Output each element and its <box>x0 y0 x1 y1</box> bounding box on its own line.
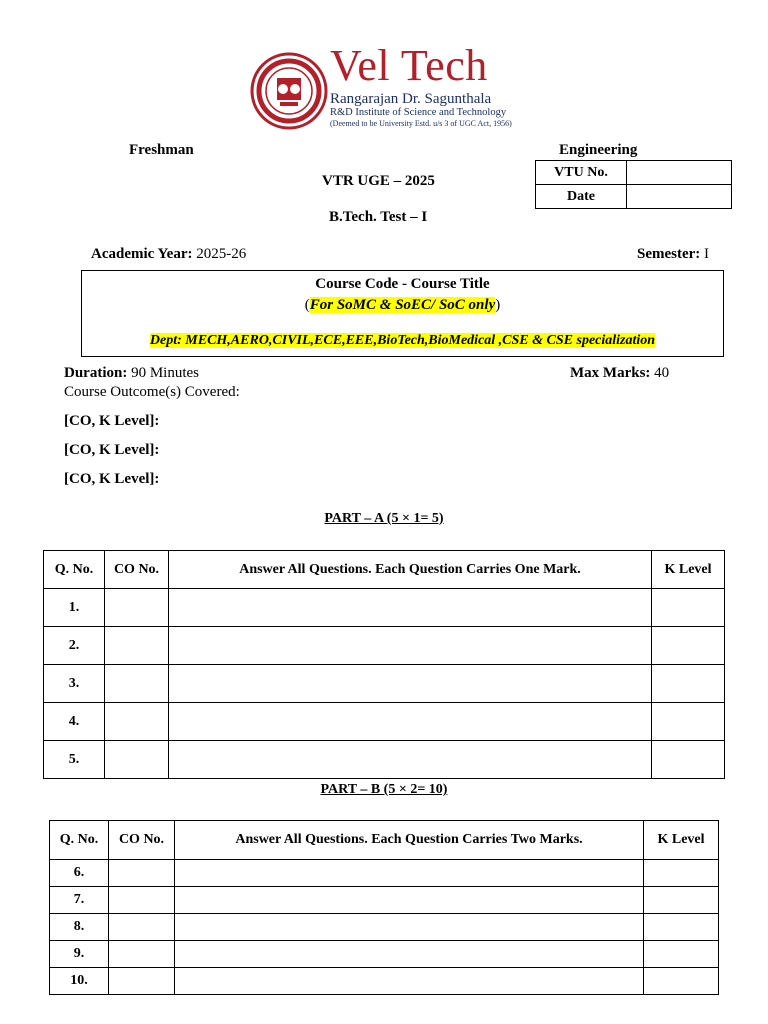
part-b-header-klevel: K Level <box>644 821 719 860</box>
klevel-cell[interactable] <box>644 887 719 914</box>
table-row <box>44 665 725 703</box>
logo-line-1: Rangarajan Dr. Sagunthala <box>330 91 492 107</box>
part-a-header-qno: Q. No. <box>44 551 105 589</box>
klevel-cell[interactable] <box>644 914 719 941</box>
klevel-cell[interactable] <box>644 860 719 887</box>
academic-year-label: Academic Year: <box>91 246 193 262</box>
vtu-date-box <box>535 160 732 209</box>
co-cell[interactable] <box>105 741 169 779</box>
klevel-cell[interactable] <box>652 665 725 703</box>
question-cell[interactable] <box>169 741 652 779</box>
q-number: 5. <box>44 741 105 779</box>
q-number: 8. <box>50 914 109 941</box>
question-cell[interactable] <box>175 941 644 968</box>
question-cell[interactable] <box>169 589 652 627</box>
q-number: 6. <box>50 860 109 887</box>
max-marks-value: 40 <box>654 365 670 381</box>
for-note-text: For SoMC & SoEC/ SoC only <box>309 297 496 313</box>
q-number: 7. <box>50 887 109 914</box>
part-b-header-co: CO No. <box>109 821 175 860</box>
co-line-2: [CO, K Level]: <box>64 442 160 458</box>
co-cell[interactable] <box>109 914 175 941</box>
table-row <box>50 860 719 887</box>
question-cell[interactable] <box>169 627 652 665</box>
co-line-1: [CO, K Level]: <box>64 413 160 429</box>
co-cell[interactable] <box>109 860 175 887</box>
co-cell[interactable] <box>105 589 169 627</box>
table-row <box>44 627 725 665</box>
co-cell[interactable] <box>105 665 169 703</box>
logo-line-3: (Deemed to be University Estd. u/s 3 of UGC Act, 1956) <box>330 119 512 128</box>
part-a-header-co: CO No. <box>105 551 169 589</box>
university-seal-icon <box>250 52 328 130</box>
co-line-3: [CO, K Level]: <box>64 471 160 487</box>
course-title: Course Code - Course Title <box>315 276 490 292</box>
klevel-cell[interactable] <box>652 589 725 627</box>
academic-year <box>91 246 246 263</box>
klevel-cell[interactable] <box>652 703 725 741</box>
question-cell[interactable] <box>169 703 652 741</box>
table-row <box>44 703 725 741</box>
co-cell[interactable] <box>109 941 175 968</box>
part-b-header-qno: Q. No. <box>50 821 109 860</box>
semester <box>637 246 709 263</box>
part-b-table <box>49 820 719 995</box>
date-label: Date <box>536 185 627 209</box>
part-b-header-question: Answer All Questions. Each Question Carries Two Marks. <box>175 821 644 860</box>
freshman-title: Freshman <box>129 142 194 158</box>
table-row <box>50 914 719 941</box>
table-row <box>44 589 725 627</box>
part-a-header-question: Answer All Questions. Each Question Carries One Mark. <box>169 551 652 589</box>
part-a-title: PART – A (5 × 1= 5) <box>324 511 444 526</box>
co-cell[interactable] <box>105 627 169 665</box>
vtu-label: VTU No. <box>536 161 627 185</box>
course-info-box <box>81 270 724 357</box>
q-number: 9. <box>50 941 109 968</box>
semester-value: I <box>704 246 710 262</box>
klevel-cell[interactable] <box>644 968 719 995</box>
question-cell[interactable] <box>175 914 644 941</box>
question-cell[interactable] <box>175 968 644 995</box>
question-cell[interactable] <box>169 665 652 703</box>
exam-name: VTR UGE – 2025 <box>322 173 435 189</box>
klevel-cell[interactable] <box>652 741 725 779</box>
co-cell[interactable] <box>109 887 175 914</box>
q-number: 10. <box>50 968 109 995</box>
part-a-table <box>43 550 725 779</box>
co-cell[interactable] <box>105 703 169 741</box>
klevel-cell[interactable] <box>644 941 719 968</box>
max-marks <box>570 365 669 382</box>
q-number: 2. <box>44 627 105 665</box>
for-note-close: ) <box>495 297 501 313</box>
question-cell[interactable] <box>175 887 644 914</box>
table-row <box>50 968 719 995</box>
question-cell[interactable] <box>175 860 644 887</box>
for-note-open: ( <box>304 297 310 313</box>
max-marks-label: Max Marks: <box>570 365 651 381</box>
duration-label: Duration: <box>64 365 128 381</box>
logo-line-2: R&D Institute of Science and Technology <box>330 107 507 118</box>
part-a-header-klevel: K Level <box>652 551 725 589</box>
part-b-title: PART – B (5 × 2= 10) <box>320 782 448 797</box>
logo-brand-text: Vel Tech <box>330 41 488 90</box>
engineering-title: Engineering <box>559 142 638 158</box>
date-field[interactable] <box>627 185 732 209</box>
academic-year-value: 2025-26 <box>196 246 247 262</box>
table-row <box>44 741 725 779</box>
duration-value: 90 Minutes <box>131 365 200 381</box>
table-row <box>50 887 719 914</box>
for-note <box>82 297 723 314</box>
q-number: 1. <box>44 589 105 627</box>
course-outcomes-label: Course Outcome(s) Covered: <box>64 384 240 400</box>
q-number: 3. <box>44 665 105 703</box>
table-row <box>50 941 719 968</box>
klevel-cell[interactable] <box>652 627 725 665</box>
co-cell[interactable] <box>109 968 175 995</box>
semester-label: Semester: <box>637 246 701 262</box>
q-number: 4. <box>44 703 105 741</box>
test-name: B.Tech. Test – I <box>329 209 428 225</box>
dept-line <box>82 333 723 349</box>
duration <box>64 365 199 382</box>
dept-text: Dept: MECH,AERO,CIVIL,ECE,EEE,BioTech,BioMedical ,CSE & CSE specialization <box>149 333 656 348</box>
vtu-field[interactable] <box>627 161 732 185</box>
